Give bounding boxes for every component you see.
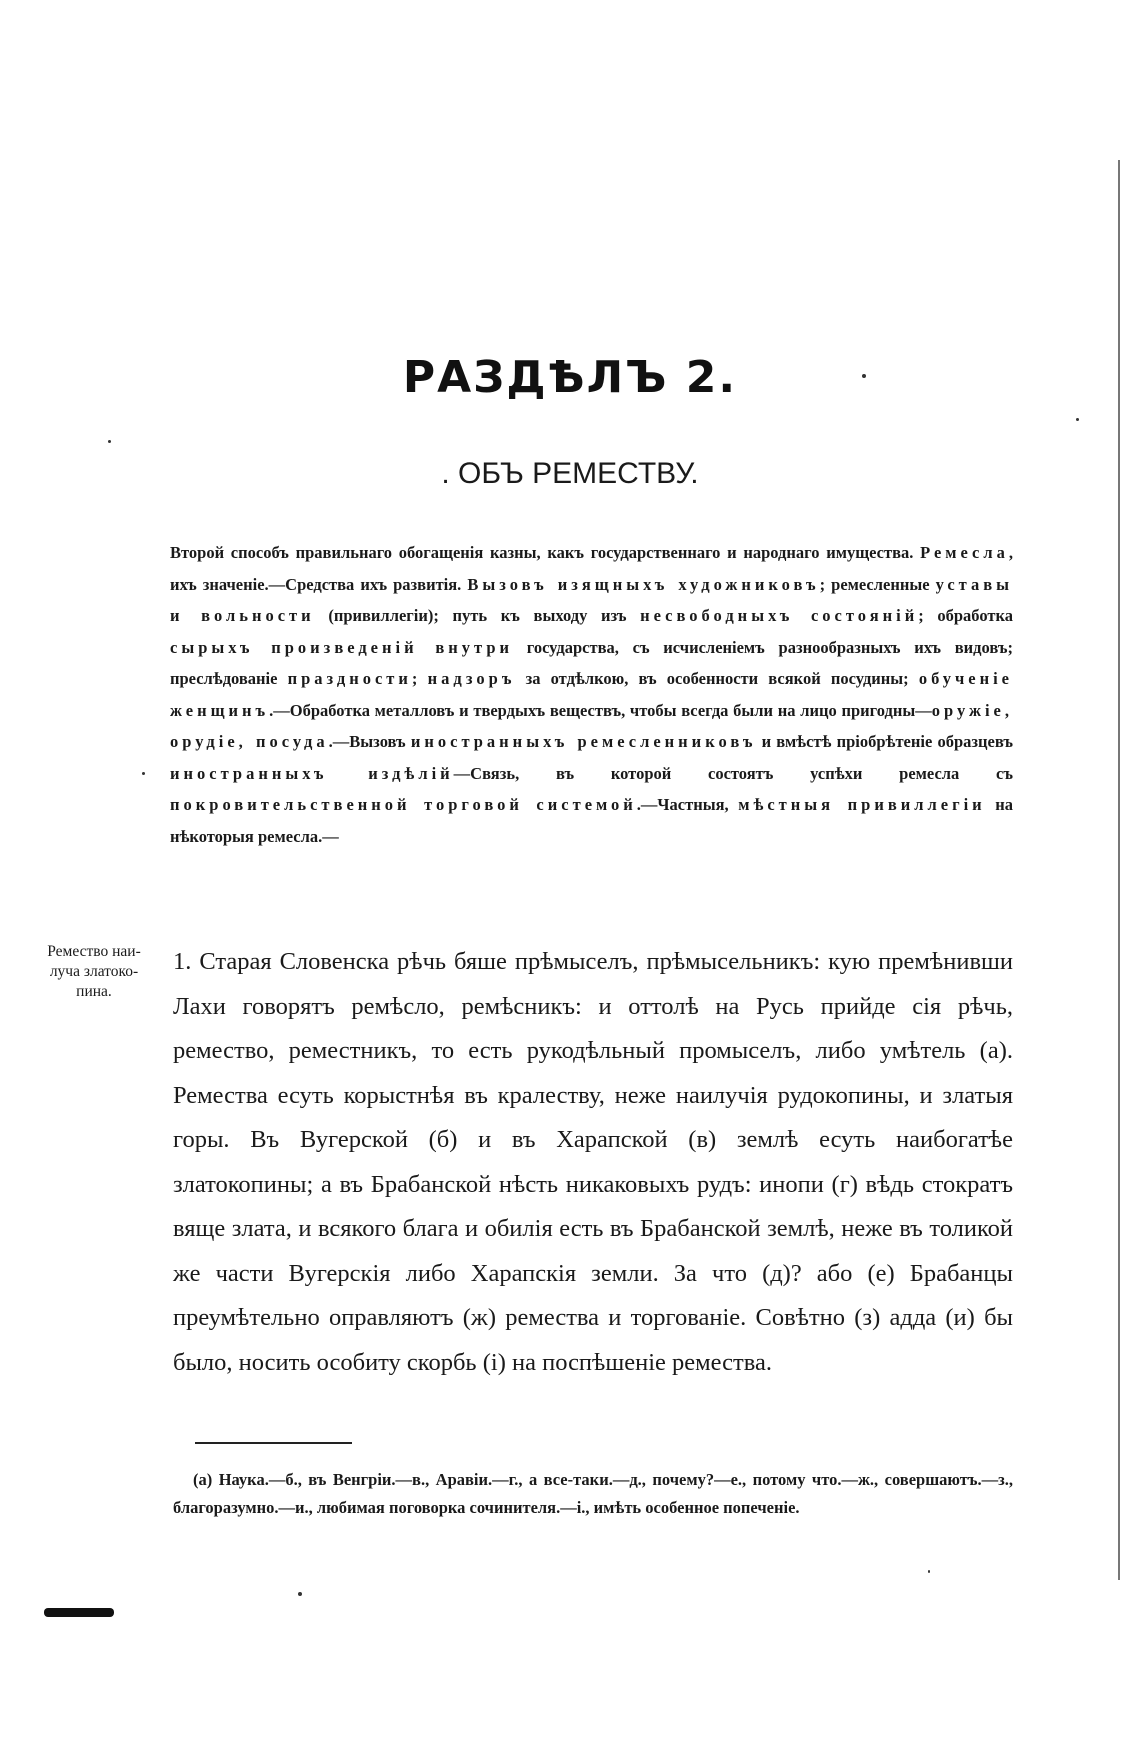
section-title: РАЗДѢЛЪ 2. <box>402 352 738 403</box>
ink-speck <box>142 772 145 775</box>
summary-text: ; ремесленные <box>819 574 936 594</box>
margin-note-line: Ремество наи- <box>47 943 141 960</box>
margin-note-line: луча златоко- <box>49 963 139 980</box>
summary-text: , ихъ значеніе.—Средства ихъ развитія. <box>170 543 1013 594</box>
summary-emphasis: сырыхъ произведеній внутри <box>170 637 513 657</box>
summary-text: Второй способъ правильнаго обогащенія казны, какъ государственнаго и народнаго имущества. <box>170 543 921 562</box>
summary-emphasis: иностранныхъ ремесленниковъ <box>410 732 757 751</box>
summary-text: —Связь, въ которой состоятъ успѣхи ремесла съ <box>453 763 1013 783</box>
summary-text: .—Обработка металловъ и твердыхъ веществъ, чтобы всегда были на лицо пригодны— <box>269 700 932 720</box>
summary-text: ; <box>411 669 428 688</box>
section-summary <box>170 537 1013 852</box>
summary-emphasis: Вызовъ изящныхъ художниковъ <box>467 574 820 594</box>
margin-note-line: пина. <box>76 983 112 1000</box>
summary-text: .—Частныя, <box>636 795 739 814</box>
ink-speck <box>108 440 111 443</box>
summary-text: (привиллегіи); путь къ выходу изъ <box>314 606 641 625</box>
summary-emphasis: оружіе, орудіе, посуда <box>170 700 1013 751</box>
summary-emphasis: Ремесла <box>920 543 1009 562</box>
summary-text: за отдѣлкою, въ особенности всякой посудины; <box>515 669 919 688</box>
summary-emphasis: мѣстныя привиллегіи <box>738 795 986 814</box>
ink-speck <box>1076 418 1079 421</box>
summary-text: ; обработка <box>918 606 1013 625</box>
footnote-divider <box>195 1442 352 1444</box>
summary-emphasis: надзоръ <box>427 669 516 688</box>
summary-emphasis: обученіе женщинъ <box>170 669 1014 720</box>
section-subtitle: . ОБЪ РЕМЕСТВУ. <box>441 457 699 490</box>
main-paragraph: 1. Старая Словенска рѣчь бяше прѣмыселъ, прѣмысельникъ: кую премѣнивши Лахи говорятъ ремѣсло, ремѣсникъ: и оттолѣ на Русь прийде сія рѣчь, ремество, реместникъ, то есть рукодѣльный промыселъ, либо умѣтель (а). Ремества есуть корыстнѣя въ кралеству, неже наилучія рудокопины, и златыя горы. Въ Вугерской (б) и въ Харапской (в) землѣ есуть наибогатѣе златокопины; а въ Брабанской нѣсть никаковыхъ рудъ: инопи (г) вѣдь стократъ вяще злата, и всякого блага и обилія есть въ Брабанской землѣ, неже въ толикой же части Вугерскія либо Харапскія земли. За что (д)? або (е) Брабанцы преумѣтельно оправляютъ (ж) ремества и торгованіе. Совѣтно (з) адда (и) бы было, носить особиту скорбь (і) на поспѣшеніе ремества. <box>173 948 1013 1376</box>
margin-note <box>18 942 170 1002</box>
summary-text: .—Вызовъ <box>328 732 411 751</box>
summary-text: государства, съ исчисленіемъ разнообразныхъ ихъ видовъ; преслѣдованіе <box>170 637 1013 688</box>
ink-speck <box>298 1592 302 1596</box>
summary-emphasis: покровительственной торговой системой <box>170 795 637 814</box>
summary-emphasis: уставы и вольности <box>170 574 1013 625</box>
summary-emphasis: иностранныхъ издѣлій <box>170 763 454 783</box>
ink-speck <box>928 1570 930 1573</box>
ink-blot <box>44 1608 114 1617</box>
summary-emphasis: несвободныхъ состояній <box>640 606 919 625</box>
summary-text: на нѣкоторыя ремесла.— <box>170 795 1013 846</box>
footnotes: (а) Наука.—б., въ Венгріи.—в., Аравіи.—г., а все-таки.—д., почему?—е., потому что.—ж., совершаютъ.—з., благоразумно.—и., любимая поговорка сочинителя.—і., имѣть особенное попеченіе. <box>173 1470 1013 1517</box>
summary-text: и вмѣстѣ пріобрѣтеніе образцевъ <box>756 732 1013 751</box>
summary-emphasis: праздности <box>287 669 412 688</box>
